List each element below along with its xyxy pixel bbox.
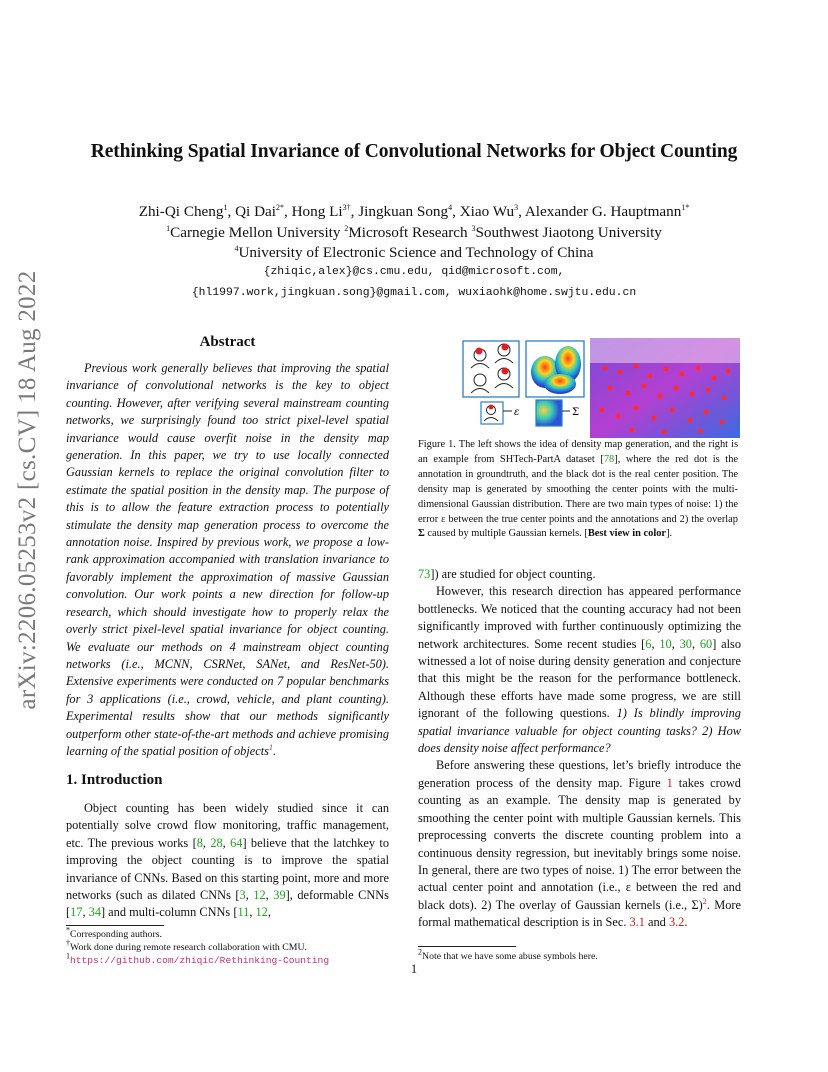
crowd-image bbox=[590, 338, 740, 438]
citation-link[interactable]: 6 bbox=[645, 636, 652, 651]
citation-link[interactable]: 8 bbox=[196, 835, 203, 850]
citation-link[interactable]: 34 bbox=[88, 905, 101, 920]
person-icons bbox=[463, 341, 519, 397]
paper-title: Rethinking Spatial Invariance of Convolutional Networks for Object Counting bbox=[90, 141, 738, 162]
footnote: *Corresponding authors. bbox=[66, 925, 162, 940]
author-name: Zhi-Qi Cheng bbox=[138, 203, 224, 220]
intro-body: Object counting has been widely studied since it can potentially solve crowd flow monitoring, traffic management, etc. The previous works [8, 28, 64] believe that the latchkey to improving the object counting is to improve the spatial invariance of CNNs. Based on this starting point, more and more networks (such as dilated CNNs [3, 12, 39], deformable CNNs [17, 34] and multi-column CNNs [11, 12, bbox=[66, 801, 390, 920]
footnote-text: Note that we have some abuse symbols here. bbox=[422, 951, 598, 962]
email-line: {zhiqic,alex}@cs.cmu.edu, qid@microsoft.com, bbox=[263, 266, 565, 278]
body-text: and bbox=[644, 915, 669, 930]
affiliation: Southwest Jiaotong University bbox=[475, 223, 662, 241]
citation-link[interactable]: 12 bbox=[253, 888, 266, 903]
caption-bold: Best view in color bbox=[587, 528, 667, 540]
affil-sup: 3 bbox=[471, 223, 476, 233]
author-sup: 3† bbox=[342, 202, 351, 212]
density-blobs bbox=[526, 341, 584, 397]
affil-sup: 4 bbox=[234, 243, 239, 253]
figure-1-graphic bbox=[460, 338, 740, 438]
abstract-heading: Abstract bbox=[199, 334, 256, 350]
citation-link[interactable]: 60 bbox=[699, 636, 713, 651]
citation-link[interactable]: 12 bbox=[255, 905, 268, 920]
noise-legend bbox=[481, 400, 579, 426]
citation-link[interactable]: 78 bbox=[603, 453, 615, 465]
epsilon-label: ε bbox=[514, 407, 520, 418]
author-sup: 1 bbox=[223, 202, 228, 212]
footnote-link[interactable]: 1 bbox=[268, 742, 273, 752]
citation-link[interactable]: 11 bbox=[237, 905, 250, 920]
intro-text: ] believe that the latchkey to improving the object counting is to improve the spatial invariance of CNNs. Based on this starting point, more and more networks (such as dilated CNNs [ bbox=[66, 835, 390, 903]
figure-1 bbox=[460, 338, 740, 438]
arxiv-id: arXiv:2206.05253v2 [cs.CV] 18 Aug 2022 bbox=[14, 270, 41, 710]
email-block bbox=[0, 262, 828, 304]
sigma-symbol: Σ bbox=[418, 528, 425, 540]
footnote: $^2$Note that we have some abuse symbols here. bbox=[418, 947, 598, 962]
affiliation: University of Electronic Science and Technology of China bbox=[238, 244, 594, 261]
affil-sup: 2 bbox=[344, 223, 349, 233]
affiliation-line bbox=[0, 243, 828, 264]
body-text: . More formal mathematical description is in Sec. bbox=[418, 897, 741, 930]
affil-sup: 1 bbox=[166, 223, 171, 233]
footnote: $^1$https://github.com/zhiqic/Rethinking-Counting bbox=[66, 951, 330, 966]
section-link[interactable]: 3.2 bbox=[668, 915, 685, 930]
citation-link[interactable]: 30 bbox=[679, 636, 692, 651]
caption-text: ], where the red dot is the annotation in groundtruth, and the black dot is the real center position. The density map is generated by smoothing the center points with the multi-dimensional Gaussian distribution. There are two main types of noise: 1) the error ε between the true center points and the annotations and 2) the overlap bbox=[418, 453, 738, 525]
body-text: ]) are studied for object counting. bbox=[430, 567, 596, 581]
footnote-rule bbox=[418, 946, 516, 947]
citation-link[interactable]: 39 bbox=[273, 888, 286, 903]
abstract-text: Previous work generally believes that improving the spatial invariance of convolutional networks is the key to object counting. However, after verifying several mainstream counting networks, we surprisingly found too strict pixel-level spatial invariance would cause overfit noise in the density map generation. In this paper, we try to use locally connected Gaussian kernels to replace the original convolution filter to estimate the spatial position in the density map. The purpose of this is to allow the feature extraction process to potentially stimulate the density map generation process to overcome the annotation noise. Inspired by previous work, we propose a low-rank approximation accompanied with translation invariance to favorably implement the approximation of massive Gaussian convolution. Our work points a new direction for follow-up research, which should investigate how to properly relax the overly strict pixel-level spatial invariance for object counting. We evaluate our methods on 4 mainstream object counting networks (i.e., MCNN, CSRNet, SANet, and ResNet-50). Extensive experiments were conducted on 7 popular benchmarks for 3 applications (i.e., crowd, vehicle, and plant counting). Experimental results show that our methods significantly outperform other state-of-the-art methods and achieve promising learning of the spatial position of objects bbox=[66, 361, 389, 758]
citation-link[interactable]: 73 bbox=[418, 567, 431, 581]
body-text: Before answering these questions, let’s briefly introduce the generation process of the density map. Figure bbox=[418, 758, 741, 790]
author-name: Alexander G. Hauptmann bbox=[524, 203, 682, 220]
footnote-text: Corresponding authors. bbox=[70, 929, 162, 940]
author-name: Xiao Wu bbox=[459, 203, 515, 220]
body-text: ] also witnessed a lot of noise during density generation and conjecture that this might be the reason for the performance bottleneck. Although these efforts have made some progress, we are still ignorant of the following questions. bbox=[418, 636, 742, 721]
section-heading: 1. Introduction bbox=[66, 772, 163, 788]
email-line: {hl1997.work,jingkuan.song}@gmail.com, wuxiaohk@home.swjtu.edu.cn bbox=[191, 287, 637, 299]
caption-text: ]. bbox=[666, 528, 673, 540]
intro-text: ] and multi-column CNNs [ bbox=[100, 905, 238, 920]
intro-text: Object counting has been widely studied since it can potentially solve crowd flow monitoring, traffic management, etc. The previous works [ bbox=[66, 801, 389, 850]
page-number: 1 bbox=[410, 962, 418, 976]
body-italic: 1) Is blindly improving spatial invariance valuable for object counting tasks? 2) How does density noise affect performance? bbox=[418, 706, 741, 756]
abstract-body: Previous work generally believes that improving the spatial invariance of convolutional networks is the key to object counting. However, after verifying several mainstream counting networks, we surprisingly found too strict pixel-level spatial invariance would cause overfit noise in the density map generation. In this paper, we try to use locally connected Gaussian kernels to replace the original convolution filter to estimate the spatial position in the density map. The purpose of this is to allow the feature extraction process to potentially stimulate the density map generation process to overcome the annotation noise. Inspired by previous work, we propose a low-rank approximation accompanied with translation invariance to favorably implement the approximation of massive Gaussian convolution. Our work points a new direction for follow-up research, which should investigate how to properly relax the overly strict pixel-level spatial invariance for object counting. We evaluate our methods on 4 mainstream object counting networks (i.e., MCNN, CSRNet, SANet, and ResNet-50). Extensive experiments were conducted on 7 popular benchmarks for 3 applications (i.e., crowd, vehicle, and plant counting). Experimental results show that our methods significantly outperform other state-of-the-art methods and achieve promising learning of the spatial position of objects$^1$. bbox=[66, 361, 389, 758]
author-sup: 1* bbox=[681, 202, 690, 212]
footnote-link[interactable]: 2 bbox=[702, 896, 707, 906]
citation-link[interactable]: 28 bbox=[210, 835, 223, 850]
author-sup: 4 bbox=[448, 202, 453, 212]
citation-link[interactable]: 3 bbox=[239, 888, 246, 903]
figure-caption bbox=[418, 438, 738, 542]
footnote-rule bbox=[66, 925, 164, 926]
footnote: †Work done during remote research collaboration with CMU. bbox=[66, 938, 307, 953]
body-text: takes crowd counting as an example. The density map is generated by smoothing the center point with multiple Gaussian kernels. This preprocessing converts the discrete counting problem into a continuous density regression, but inevitably brings some noise. In general, there are two types of noise. 1) The error between the actual center point and annotation (i.e., ε between the red and black dots). 2) The overlay of Gaussian kernels (i.e., Σ) bbox=[418, 775, 741, 912]
caption-text: caused by multiple Gaussian kernels. [ bbox=[424, 528, 588, 540]
citation-link[interactable]: 64 bbox=[230, 835, 243, 850]
affiliation: Carnegie Mellon University bbox=[170, 223, 345, 241]
arxiv-stamp bbox=[6, 270, 50, 710]
right-column-body: 73]) are studied for object counting. However, this research direction has appeared performance bottlenecks. We noticed that the counting accuracy had not been significantly improved with further continuously optimizing the network architectures. Some recent studies [6, 10, 30, 60] also witnessed a lot of noise during density generation and conjecture that this might be the reason for the performance bottleneck. Although these efforts have made some progress, we are still ignorant of the following questions. 1) Is blindly improving spatial invariance valuable for object counting tasks? 2) How does density noise affect performance? Before answering these questions, let’s briefly introduce the generation process of the density map. Figure 1 takes crowd counting as an example. The density map is generated by smoothing the center point with multiple Gaussian kernels. This preprocessing converts the discrete counting problem into a continuous density regression, but inevitably brings some noise. In general, there are two types of noise. 1) The error between the actual center point and annotation (i.e., ε between the red and black dots). 2) The overlay of Gaussian kernels (i.e., Σ)$^2$. More formal mathematical description is in Sec. 3.1 and 3.2. bbox=[418, 567, 742, 930]
author-line: Zhi-Qi Cheng$^1$, Qi Dai$^{2*}$, Hong $Li^{3\dagger}$, Jingkuan Song$^4$, Xiao Wu$^3$, Alexander G. Hauptmann$^{1*}$ bbox=[138, 202, 690, 220]
caption-text: Figure 1. The left shows the idea of density map generation, and the right is an example from SHTech-PartA dataset [ bbox=[418, 439, 738, 465]
section-link[interactable]: 3.1 bbox=[629, 915, 645, 930]
citation-link[interactable]: 17 bbox=[70, 905, 83, 920]
author-sup: 3 bbox=[514, 202, 519, 212]
intro-text: ], deformable CNNs [ bbox=[66, 888, 389, 920]
author-block bbox=[0, 202, 828, 264]
affiliation-line bbox=[0, 223, 828, 244]
body-text: . bbox=[684, 915, 688, 930]
footnote-url-link[interactable]: https://github.com/zhiqic/Rethinking-Counting bbox=[70, 955, 330, 966]
author-name: Qi Dai bbox=[235, 203, 276, 220]
footnote-text: Work done during remote research collaboration with CMU. bbox=[70, 942, 307, 953]
citation-link[interactable]: 10 bbox=[659, 636, 672, 651]
body-text: However, this research direction has appeared performance bottlenecks. We noticed that the counting accuracy had not been significantly improved with further continuously optimizing the network architectures. Some recent studies [ bbox=[418, 584, 741, 651]
sigma-label: Σ bbox=[572, 407, 580, 418]
author-name: Jingkuan Song bbox=[358, 203, 449, 220]
author-name: Hong Li bbox=[291, 203, 343, 220]
figure-link[interactable]: 1 bbox=[666, 775, 673, 790]
author-sup: 2* bbox=[276, 202, 284, 212]
affiliation: Microsoft Research bbox=[348, 223, 472, 241]
